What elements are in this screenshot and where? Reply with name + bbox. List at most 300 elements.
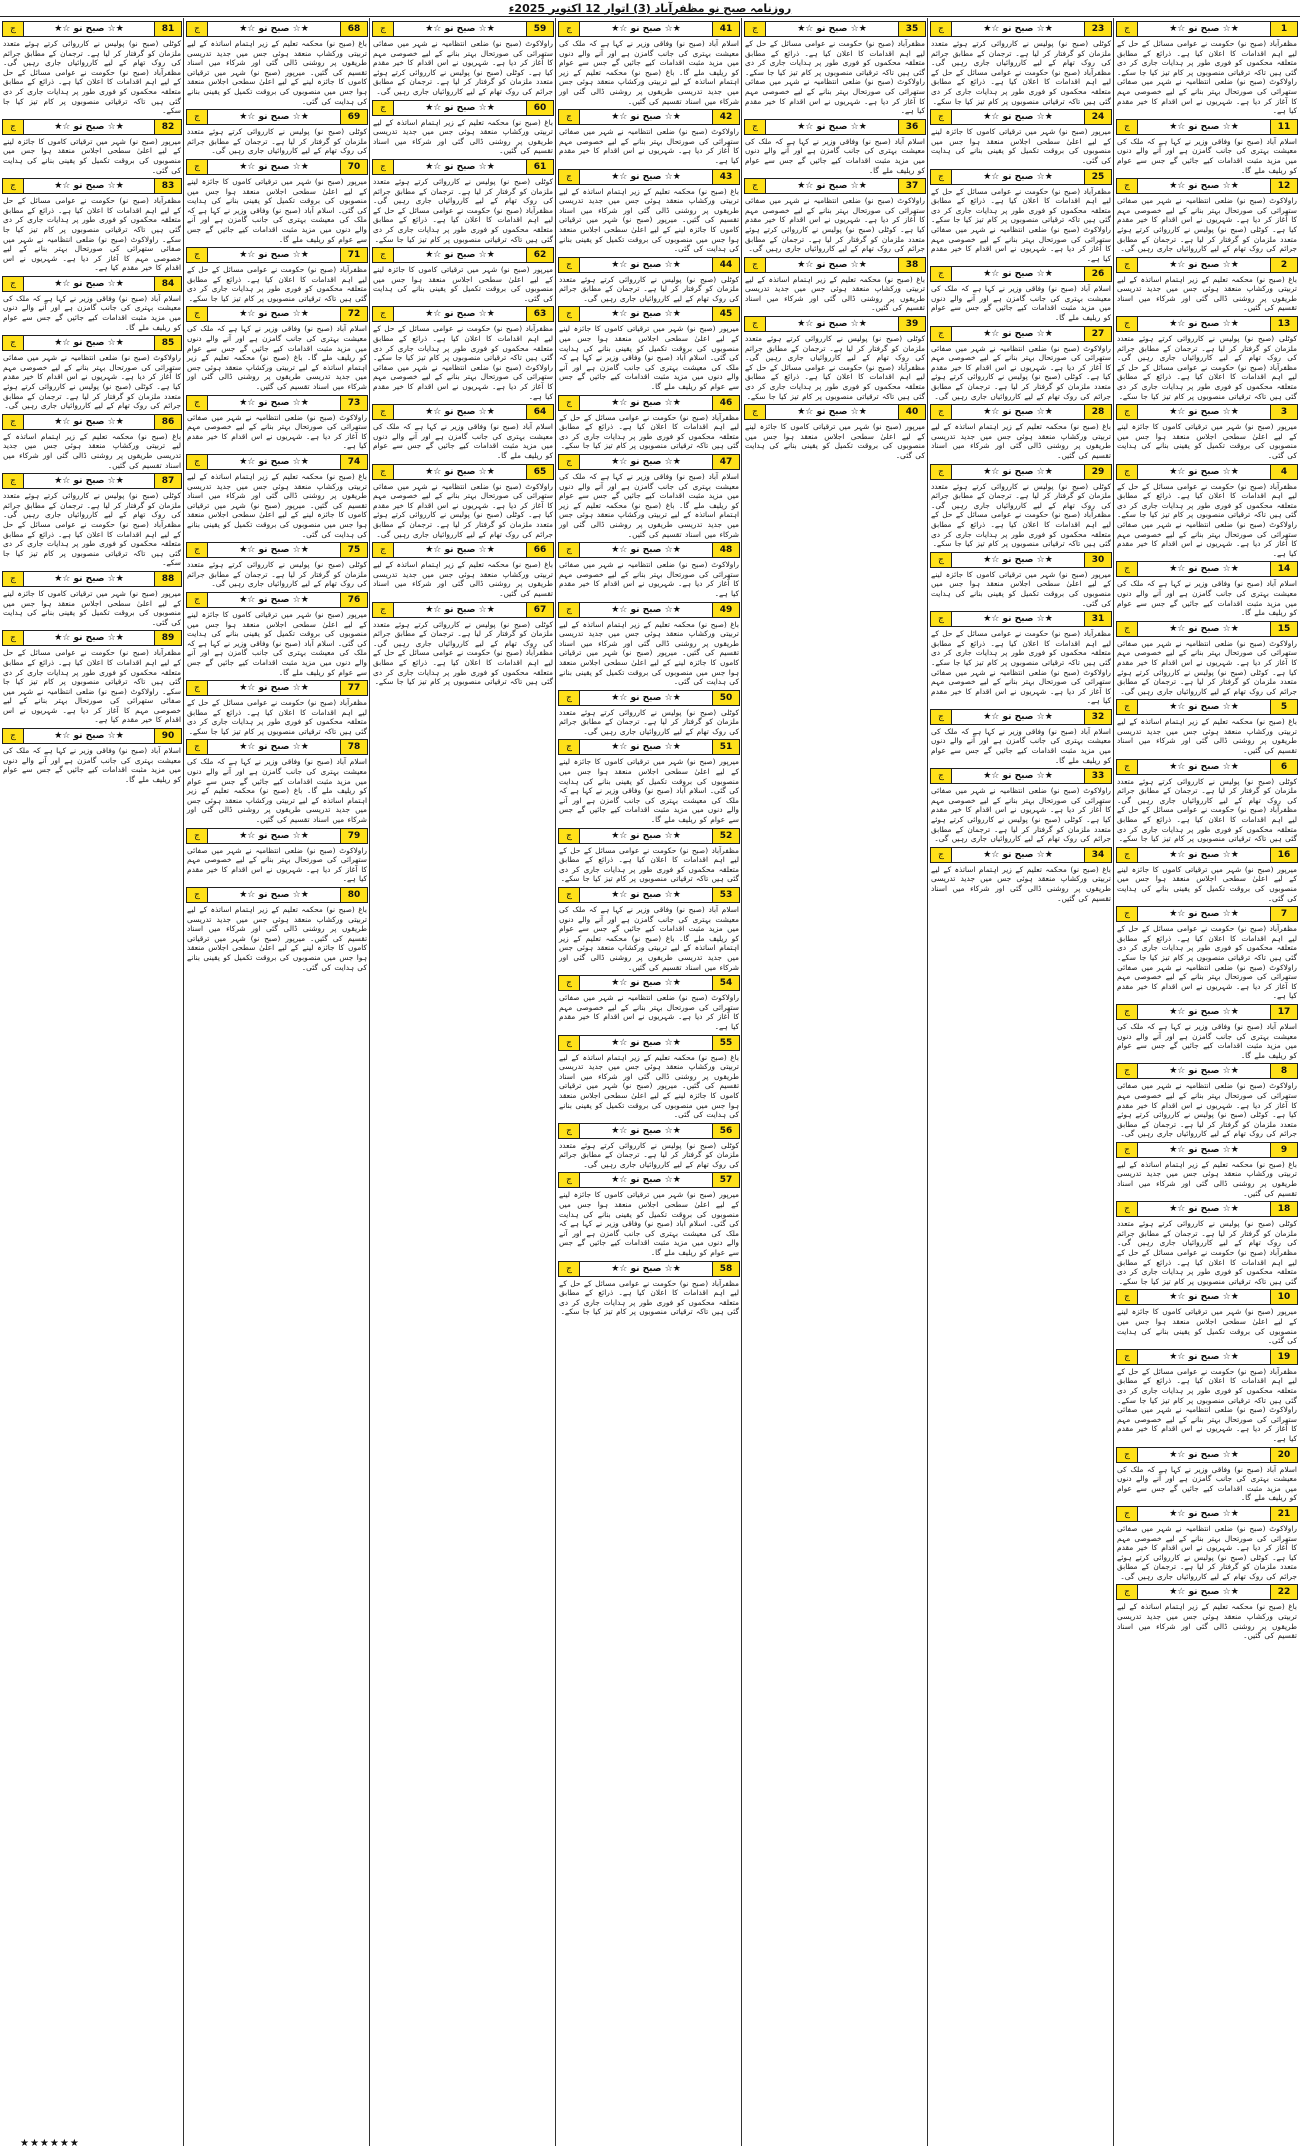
news-item-number: 70 bbox=[340, 160, 367, 174]
news-item bbox=[372, 247, 554, 303]
news-item-header bbox=[186, 887, 368, 903]
news-item-header bbox=[558, 1123, 740, 1139]
news-item bbox=[186, 21, 368, 106]
news-item-number: 9 bbox=[1270, 1143, 1297, 1157]
news-item-number: 56 bbox=[712, 1124, 739, 1138]
news-item-body: مظفرآباد (صبح نو) حکومت نے عوامی مسائل کے حل کے لیے اہم اقدامات کا اعلان کیا ہے۔ ذرائع کے مطابق متعلقہ محکموں کو فوری طور پر ہدایات جاری کر دی گئی ہیں تاکہ ترقیاتی منصوبوں پر کام تیز کیا جا سکے۔ راولاکوٹ (صبح نو) ضلعی انتظامیہ نے شہر میں صفائی ستھرائی کی صورتحال بہتر بنانے کے لیے خصوصی مہم کا آغاز کر دیا ہے۔ شہریوں نے اس اقدام کا خیر مقدم کیا ہے۔ bbox=[3, 648, 181, 725]
news-item-body: باغ (صبح نو) محکمہ تعلیم کے زیر اہتمام اساتذہ کے لیے تربیتی ورکشاپ منعقد ہوئی جس میں جدید تدریسی طریقوں پر روشنی ڈالی گئی اور شرکاء میں اسناد تقسیم کی گئیں۔ bbox=[931, 864, 1111, 903]
news-item-number: 62 bbox=[526, 248, 553, 262]
news-item-title: ★☆ صبح نو ☆★ bbox=[425, 102, 495, 113]
news-item-header bbox=[1116, 561, 1298, 577]
news-item bbox=[1116, 404, 1298, 460]
news-item-header bbox=[930, 109, 1112, 125]
newspaper-logo-icon: ج bbox=[931, 769, 952, 783]
news-item-header bbox=[558, 1172, 740, 1188]
news-item-number: 12 bbox=[1270, 179, 1297, 193]
news-item-number: 81 bbox=[154, 22, 181, 36]
news-item-number: 73 bbox=[340, 396, 367, 410]
news-item-number: 84 bbox=[154, 277, 181, 291]
newspaper-logo-icon: ج bbox=[187, 681, 208, 695]
newspaper-logo-icon: ج bbox=[559, 22, 580, 36]
news-item-title: ★☆ صبح نو ☆★ bbox=[611, 1125, 681, 1136]
news-item-header bbox=[1116, 1004, 1298, 1020]
news-item-title: ★☆ صبح نو ☆★ bbox=[983, 171, 1053, 182]
news-item-number: 51 bbox=[712, 740, 739, 754]
news-item-body: اسلام آباد (صبح نو) وفاقی وزیر نے کہا ہے کہ ملک کی معیشت بہتری کی جانب گامزن ہے اور آنے والے دنوں میں مزید مثبت اقدامات کیے جائیں گے جس سے عوام کو ریلیف ملے گا۔ باغ (صبح نو) محکمہ تعلیم کے زیر اہتمام اساتذہ کے لیے تربیتی ورکشاپ منعقد ہوئی جس میں جدید تدریسی طریقوں پر روشنی ڈالی گئی اور شرکاء میں اسناد تقسیم کی گئیں۔ bbox=[559, 905, 739, 972]
newspaper-logo-icon: ج bbox=[559, 1124, 580, 1138]
news-item-title: ★☆ صبح نو ☆★ bbox=[611, 978, 681, 989]
news-item-body: باغ (صبح نو) محکمہ تعلیم کے زیر اہتمام اساتذہ کے لیے تربیتی ورکشاپ منعقد ہوئی جس میں جدید تدریسی طریقوں پر روشنی ڈالی گئی اور شرکاء میں اسناد تقسیم کی گئیں۔ bbox=[1117, 1602, 1297, 1641]
news-item-body: اسلام آباد (صبح نو) وفاقی وزیر نے کہا ہے کہ ملک کی معیشت بہتری کی جانب گامزن ہے اور آنے والے دنوں میں مزید مثبت اقدامات کیے جائیں گے جس سے عوام کو ریلیف ملے گا۔ bbox=[931, 726, 1111, 765]
news-item-number: 50 bbox=[712, 691, 739, 705]
news-item-title: ★☆ صبح نو ☆★ bbox=[239, 830, 309, 841]
news-item-number: 35 bbox=[898, 22, 925, 36]
news-item bbox=[372, 542, 554, 598]
newspaper-logo-icon: ج bbox=[187, 740, 208, 754]
newspaper-logo-icon: ج bbox=[931, 170, 952, 184]
news-item-title: ★☆ صبح نو ☆★ bbox=[425, 161, 495, 172]
column-5 bbox=[370, 18, 556, 2148]
news-item-body: مظفرآباد (صبح نو) حکومت نے عوامی مسائل کے حل کے لیے اہم اقدامات کا اعلان کیا ہے۔ ذرائع کے مطابق متعلقہ محکموں کو فوری طور پر ہدایات جاری کر دی گئی ہیں تاکہ ترقیاتی منصوبوں پر کام تیز کیا جا سکے۔ راولاکوٹ (صبح نو) ضلعی انتظامیہ نے شہر میں صفائی ستھرائی کی صورتحال بہتر بنانے کے لیے خصوصی مہم کا آغاز کر دیا ہے۔ شہریوں نے اس اقدام کا خیر مقدم کیا ہے۔ bbox=[1117, 1366, 1297, 1443]
newspaper-logo-icon: ج bbox=[1117, 1507, 1138, 1521]
news-item bbox=[1116, 1584, 1298, 1640]
news-item-body: مظفرآباد (صبح نو) حکومت نے عوامی مسائل کے حل کے لیے اہم اقدامات کا اعلان کیا ہے۔ ذرائع کے مطابق متعلقہ محکموں کو فوری طور پر ہدایات جاری کر دی گئی ہیں تاکہ ترقیاتی منصوبوں پر کام تیز کیا جا سکے۔ راولاکوٹ (صبح نو) ضلعی انتظامیہ نے شہر میں صفائی ستھرائی کی صورتحال بہتر بنانے کے لیے خصوصی مہم کا آغاز کر دیا ہے۔ شہریوں نے اس اقدام کا خیر مقدم کیا ہے۔ bbox=[1117, 39, 1297, 116]
news-item-body: مظفرآباد (صبح نو) حکومت نے عوامی مسائل کے حل کے لیے اہم اقدامات کا اعلان کیا ہے۔ ذرائع کے مطابق متعلقہ محکموں کو فوری طور پر ہدایات جاری کر دی گئی ہیں تاکہ ترقیاتی منصوبوں پر کام تیز کیا جا سکے۔ bbox=[559, 845, 739, 884]
news-item bbox=[930, 709, 1112, 765]
news-item bbox=[1116, 1506, 1298, 1582]
news-item bbox=[744, 316, 926, 401]
newspaper-logo-icon: ج bbox=[373, 22, 394, 36]
news-item bbox=[1116, 21, 1298, 116]
news-item-number: 41 bbox=[712, 22, 739, 36]
newspaper-logo-icon: ج bbox=[1117, 1350, 1138, 1364]
news-item-header bbox=[2, 178, 182, 194]
newspaper-logo-icon: ج bbox=[373, 307, 394, 321]
news-item-body: مظفرآباد (صبح نو) حکومت نے عوامی مسائل کے حل کے لیے اہم اقدامات کا اعلان کیا ہے۔ ذرائع کے مطابق متعلقہ محکموں کو فوری طور پر ہدایات جاری کر دی گئی ہیں تاکہ ترقیاتی منصوبوں پر کام تیز کیا جا سکے۔ bbox=[559, 412, 739, 451]
news-item bbox=[558, 690, 740, 737]
newspaper-logo-icon: ج bbox=[1117, 1064, 1138, 1078]
news-item-body: مظفرآباد (صبح نو) حکومت نے عوامی مسائل کے حل کے لیے اہم اقدامات کا اعلان کیا ہے۔ ذرائع کے مطابق متعلقہ محکموں کو فوری طور پر ہدایات جاری کر دی گئی ہیں تاکہ ترقیاتی منصوبوں پر کام تیز کیا جا سکے۔ راولاکوٹ (صبح نو) ضلعی انتظامیہ نے شہر میں صفائی ستھرائی کی صورتحال بہتر بنانے کے لیے خصوصی مہم کا آغاز کر دیا ہے۔ شہریوں نے اس اقدام کا خیر مقدم کیا ہے۔ bbox=[931, 629, 1111, 706]
newspaper-logo-icon: ج bbox=[745, 258, 766, 272]
news-item-body: باغ (صبح نو) محکمہ تعلیم کے زیر اہتمام اساتذہ کے لیے تربیتی ورکشاپ منعقد ہوئی جس میں جدید تدریسی طریقوں پر روشنی ڈالی گئی اور شرکاء میں اسناد تقسیم کی گئیں۔ bbox=[1117, 274, 1297, 313]
newspaper-logo-icon: ج bbox=[559, 829, 580, 843]
news-item-title: ★☆ صبح نو ☆★ bbox=[1169, 761, 1239, 772]
news-item-title: ★☆ صبح نو ☆★ bbox=[1169, 623, 1239, 634]
news-item-title: ★☆ صبح نو ☆★ bbox=[1169, 121, 1239, 132]
news-item-number: 18 bbox=[1270, 1202, 1297, 1216]
news-item-body: میرپور (صبح نو) شہر میں ترقیاتی کاموں کا جائزہ لینے کے لیے اعلیٰ سطحی اجلاس منعقد ہوا جس میں منصوبوں کی بروقت تکمیل کو یقینی بنانے کی ہدایت کی گئی۔ bbox=[745, 422, 925, 460]
news-item-number: 88 bbox=[154, 572, 181, 586]
news-item-number: 43 bbox=[712, 170, 739, 184]
news-item-header bbox=[2, 335, 182, 351]
news-item-number: 80 bbox=[340, 888, 367, 902]
news-item-body: راولاکوٹ (صبح نو) ضلعی انتظامیہ نے شہر میں صفائی ستھرائی کی صورتحال بہتر بنانے کے لیے خصوصی مہم کا آغاز کر دیا ہے۔ شہریوں نے اس اقدام کا خیر مقدم کیا ہے۔ کوٹلی (صبح نو) پولیس نے کارروائی کرتے ہوئے متعدد ملزمان کو گرفتار کر لیا ہے۔ ترجمان کے مطابق جرائم کی روک تھام کے لیے کارروائیاں جاری رہیں گی۔ bbox=[3, 353, 181, 411]
column-2 bbox=[928, 18, 1114, 2148]
news-item-number: 90 bbox=[154, 729, 181, 743]
news-item-body: میرپور (صبح نو) شہر میں ترقیاتی کاموں کا جائزہ لینے کے لیے اعلیٰ سطحی اجلاس منعقد ہوا جس میں منصوبوں کی بروقت تکمیل کو یقینی بنانے کی ہدایت کی گئی۔ اسلام آباد (صبح نو) وفاقی وزیر نے کہا ہے کہ ملک کی معیشت بہتری کی جانب گامزن ہے اور آنے والے دنوں میں مزید مثبت اقدامات کیے جائیں گے جس سے عوام کو ریلیف ملے گا۔ bbox=[187, 176, 367, 244]
news-item-header bbox=[1116, 621, 1298, 637]
news-item-header bbox=[186, 159, 368, 175]
news-item-title: ★☆ صبح نو ☆★ bbox=[611, 112, 681, 123]
news-item bbox=[930, 109, 1112, 165]
newspaper-logo-icon: ج bbox=[373, 101, 394, 115]
news-item-number: 45 bbox=[712, 307, 739, 321]
news-item-header bbox=[558, 109, 740, 125]
news-item-header bbox=[186, 306, 368, 322]
newspaper-logo-icon: ج bbox=[559, 976, 580, 990]
news-item-body: راولاکوٹ (صبح نو) ضلعی انتظامیہ نے شہر میں صفائی ستھرائی کی صورتحال بہتر بنانے کے لیے خصوصی مہم کا آغاز کر دیا ہے۔ شہریوں نے اس اقدام کا خیر مقدم کیا ہے۔ کوٹلی (صبح نو) پولیس نے کارروائی کرتے ہوئے متعدد ملزمان کو گرفتار کر لیا ہے۔ ترجمان کے مطابق جرائم کی روک تھام کے لیے کارروائیاں جاری رہیں گی۔ bbox=[745, 196, 925, 254]
news-item-number: 68 bbox=[340, 22, 367, 36]
news-item-header bbox=[2, 21, 182, 37]
news-item-title: ★☆ صبح نو ☆★ bbox=[54, 24, 124, 34]
news-item-body: راولاکوٹ (صبح نو) ضلعی انتظامیہ نے شہر میں صفائی ستھرائی کی صورتحال بہتر بنانے کے لیے خصوصی مہم کا آغاز کر دیا ہے۔ شہریوں نے اس اقدام کا خیر مقدم کیا ہے۔ کوٹلی (صبح نو) پولیس نے کارروائی کرتے ہوئے متعدد ملزمان کو گرفتار کر لیا ہے۔ ترجمان کے مطابق جرائم کی روک تھام کے لیے کارروائیاں جاری رہیں گی۔ bbox=[373, 39, 553, 96]
news-item-title: ★☆ صبح نو ☆★ bbox=[983, 711, 1053, 722]
news-item-header bbox=[2, 119, 182, 135]
newspaper-logo-icon: ج bbox=[3, 631, 24, 645]
news-item-header bbox=[2, 728, 182, 744]
news-item-title: ★☆ صبح نو ☆★ bbox=[239, 112, 309, 123]
news-item-header bbox=[372, 100, 554, 116]
news-item-header bbox=[1116, 257, 1298, 273]
news-item-body: باغ (صبح نو) محکمہ تعلیم کے زیر اہتمام اساتذہ کے لیے تربیتی ورکشاپ منعقد ہوئی جس میں جدید تدریسی طریقوں پر روشنی ڈالی گئی اور شرکاء میں اسناد تقسیم کی گئیں۔ میرپور (صبح نو) شہر میں ترقیاتی کاموں کا جائزہ لینے کے لیے اعلیٰ سطحی اجلاس منعقد ہوا جس میں منصوبوں کی بروقت تکمیل کو یقینی بنانے کی ہدایت کی گئی۔ bbox=[187, 472, 367, 539]
news-item-body: میرپور (صبح نو) شہر میں ترقیاتی کاموں کا جائزہ لینے کے لیے اعلیٰ سطحی اجلاس منعقد ہوا جس میں منصوبوں کی بروقت تکمیل کو یقینی بنانے کی ہدایت کی گئی۔ bbox=[1117, 422, 1297, 460]
newspaper-logo-icon: ج bbox=[1117, 848, 1138, 862]
news-item-body: میرپور (صبح نو) شہر میں ترقیاتی کاموں کا جائزہ لینے کے لیے اعلیٰ سطحی اجلاس منعقد ہوا جس میں منصوبوں کی بروقت تکمیل کو یقینی بنانے کی ہدایت کی گئی۔ bbox=[3, 136, 181, 175]
news-item-body: کوٹلی (صبح نو) پولیس نے کارروائی کرتے ہوئے متعدد ملزمان کو گرفتار کر لیا ہے۔ ترجمان کے مطابق جرائم کی روک تھام کے لیے کارروائیاں جاری رہیں گی۔ مظفرآباد (صبح نو) حکومت نے عوامی مسائل کے حل کے لیے اہم اقدامات کا اعلان کیا ہے۔ ذرائع کے مطابق متعلقہ محکموں کو فوری طور پر ہدایات جاری کر دی گئی ہیں تاکہ ترقیاتی منصوبوں پر کام تیز کیا جا سکے۔ bbox=[931, 481, 1111, 549]
news-item-number: 14 bbox=[1270, 562, 1297, 576]
news-item-title: ★☆ صبح نو ☆★ bbox=[54, 573, 124, 584]
news-item-number: 20 bbox=[1270, 1448, 1297, 1462]
news-item-body: باغ (صبح نو) محکمہ تعلیم کے زیر اہتمام اساتذہ کے لیے تربیتی ورکشاپ منعقد ہوئی جس میں جدید تدریسی طریقوں پر روشنی ڈالی گئی اور شرکاء میں اسناد تقسیم کی گئیں۔ bbox=[3, 431, 181, 470]
news-item bbox=[2, 630, 182, 725]
newspaper-logo-icon: ج bbox=[559, 888, 580, 902]
news-item bbox=[2, 571, 182, 627]
news-item-number: 47 bbox=[712, 455, 739, 469]
news-item bbox=[558, 1172, 740, 1257]
newspaper-logo-icon: ج bbox=[559, 307, 580, 321]
newspaper-logo-icon: ج bbox=[931, 710, 952, 724]
news-item-number: 57 bbox=[712, 1173, 739, 1187]
news-item bbox=[558, 975, 740, 1031]
news-item-body: کوٹلی (صبح نو) پولیس نے کارروائی کرتے ہوئے متعدد ملزمان کو گرفتار کر لیا ہے۔ ترجمان کے مطابق جرائم کی روک تھام کے لیے کارروائیاں جاری رہیں گی۔ bbox=[559, 1140, 739, 1169]
news-item-body: کوٹلی (صبح نو) پولیس نے کارروائی کرتے ہوئے متعدد ملزمان کو گرفتار کر لیا ہے۔ ترجمان کے مطابق جرائم کی روک تھام کے لیے کارروائیاں جاری رہیں گی۔ مظفرآباد (صبح نو) حکومت نے عوامی مسائل کے حل کے لیے اہم اقدامات کا اعلان کیا ہے۔ ذرائع کے مطابق متعلقہ محکموں کو فوری طور پر ہدایات جاری کر دی گئی ہیں تاکہ ترقیاتی منصوبوں پر کام تیز کیا جا سکے۔ bbox=[3, 39, 181, 116]
news-item-body: مظفرآباد (صبح نو) حکومت نے عوامی مسائل کے حل کے لیے اہم اقدامات کا اعلان کیا ہے۔ ذرائع کے مطابق متعلقہ محکموں کو فوری طور پر ہدایات جاری کر دی گئی ہیں تاکہ ترقیاتی منصوبوں پر کام تیز کیا جا سکے۔ bbox=[187, 698, 367, 736]
newspaper-logo-icon: ج bbox=[1117, 562, 1138, 576]
news-item-title: ★☆ صبح نو ☆★ bbox=[611, 457, 681, 467]
news-item-title: ★☆ صبح نو ☆★ bbox=[1169, 181, 1239, 192]
news-item-header bbox=[186, 680, 368, 696]
news-item bbox=[372, 21, 554, 97]
column-divider bbox=[369, 18, 370, 2146]
news-item-header bbox=[2, 473, 182, 489]
news-item bbox=[1116, 1289, 1298, 1345]
news-item-body: مظفرآباد (صبح نو) حکومت نے عوامی مسائل کے حل کے لیے اہم اقدامات کا اعلان کیا ہے۔ ذرائع کے مطابق متعلقہ محکموں کو فوری طور پر ہدایات جاری کر دی گئی ہیں تاکہ ترقیاتی منصوبوں پر کام تیز کیا جا سکے۔ راولاکوٹ (صبح نو) ضلعی انتظامیہ نے شہر میں صفائی ستھرائی کی صورتحال بہتر بنانے کے لیے خصوصی مہم کا آغاز کر دیا ہے۔ شہریوں نے اس اقدام کا خیر مقدم کیا ہے۔ bbox=[373, 324, 553, 401]
news-item-number: 53 bbox=[712, 888, 739, 902]
news-item-title: ★☆ صبح نو ☆★ bbox=[239, 24, 309, 34]
news-item-number: 85 bbox=[154, 336, 181, 350]
news-item-body: اسلام آباد (صبح نو) وفاقی وزیر نے کہا ہے کہ ملک کی معیشت بہتری کی جانب گامزن ہے اور آنے والے دنوں میں مزید مثبت اقدامات کیے جائیں گے جس سے عوام کو ریلیف ملے گا۔ bbox=[3, 746, 181, 784]
news-item-title: ★☆ صبح نو ☆★ bbox=[1169, 1204, 1239, 1215]
news-item-number: 75 bbox=[340, 543, 367, 557]
news-item-title: ★☆ صبح نو ☆★ bbox=[54, 278, 124, 289]
news-item bbox=[930, 21, 1112, 106]
newspaper-logo-icon: ج bbox=[931, 110, 952, 124]
newspaper-logo-icon: ج bbox=[931, 267, 952, 281]
newspaper-logo-icon: ج bbox=[187, 307, 208, 321]
news-item-header bbox=[744, 178, 926, 194]
newspaper-logo-icon: ج bbox=[559, 543, 580, 557]
news-item-header bbox=[1116, 906, 1298, 922]
news-item-header bbox=[558, 828, 740, 844]
news-item-title: ★☆ صبح نو ☆★ bbox=[611, 309, 681, 320]
newspaper-logo-icon: ج bbox=[559, 396, 580, 410]
news-item-title: ★☆ صبح نو ☆★ bbox=[611, 397, 681, 408]
news-item-number: 59 bbox=[526, 22, 553, 36]
newspaper-logo-icon: ج bbox=[3, 415, 24, 429]
news-item-number: 32 bbox=[1084, 710, 1111, 724]
news-item-header bbox=[372, 464, 554, 480]
news-item-header bbox=[744, 21, 926, 37]
columns-container bbox=[0, 18, 1300, 2148]
news-item-number: 60 bbox=[526, 101, 553, 115]
news-item bbox=[558, 169, 740, 254]
news-item bbox=[558, 306, 740, 391]
news-item-title: ★☆ صبح نو ☆★ bbox=[983, 849, 1053, 860]
news-item-title: ★☆ صبح نو ☆★ bbox=[425, 407, 495, 418]
newspaper-logo-icon: ج bbox=[559, 1173, 580, 1187]
news-item-number: 8 bbox=[1270, 1064, 1297, 1078]
news-item-title: ★☆ صبح نو ☆★ bbox=[425, 466, 495, 477]
news-item-number: 22 bbox=[1270, 1585, 1297, 1599]
news-item-body: باغ (صبح نو) محکمہ تعلیم کے زیر اہتمام اساتذہ کے لیے تربیتی ورکشاپ منعقد ہوئی جس میں جدید تدریسی طریقوں پر روشنی ڈالی گئی اور شرکاء میں اسناد تقسیم کی گئیں۔ میرپور (صبح نو) شہر میں ترقیاتی کاموں کا جائزہ لینے کے لیے اعلیٰ سطحی اجلاس منعقد ہوا جس میں منصوبوں کی بروقت تکمیل کو یقینی بنانے کی ہدایت کی گئی۔ bbox=[559, 619, 739, 687]
column-divider bbox=[1113, 18, 1114, 2146]
news-item-body: باغ (صبح نو) محکمہ تعلیم کے زیر اہتمام اساتذہ کے لیے تربیتی ورکشاپ منعقد ہوئی جس میں جدید تدریسی طریقوں پر روشنی ڈالی گئی اور شرکاء میں اسناد تقسیم کی گئیں۔ bbox=[1117, 717, 1297, 756]
news-item-body: راولاکوٹ (صبح نو) ضلعی انتظامیہ نے شہر میں صفائی ستھرائی کی صورتحال بہتر بنانے کے لیے خصوصی مہم کا آغاز کر دیا ہے۔ شہریوں نے اس اقدام کا خیر مقدم کیا ہے۔ کوٹلی (صبح نو) پولیس نے کارروائی کرتے ہوئے متعدد ملزمان کو گرفتار کر لیا ہے۔ ترجمان کے مطابق جرائم کی روک تھام کے لیے کارروائیاں جاری رہیں گی۔ bbox=[373, 481, 553, 539]
news-item bbox=[558, 1123, 740, 1170]
news-item-body: کوٹلی (صبح نو) پولیس نے کارروائی کرتے ہوئے متعدد ملزمان کو گرفتار کر لیا ہے۔ ترجمان کے مطابق جرائم کی روک تھام کے لیے کارروائیاں جاری رہیں گی۔ مظفرآباد (صبح نو) حکومت نے عوامی مسائل کے حل کے لیے اہم اقدامات کا اعلان کیا ہے۔ ذرائع کے مطابق متعلقہ محکموں کو فوری طور پر ہدایات جاری کر دی گئی ہیں تاکہ ترقیاتی منصوبوں پر کام تیز کیا جا سکے۔ bbox=[3, 491, 181, 568]
news-item-body: اسلام آباد (صبح نو) وفاقی وزیر نے کہا ہے کہ ملک کی معیشت بہتری کی جانب گامزن ہے اور آنے والے دنوں میں مزید مثبت اقدامات کیے جائیں گے جس سے عوام کو ریلیف ملے گا۔ bbox=[1117, 1464, 1297, 1503]
news-item-title: ★☆ صبح نو ☆★ bbox=[1169, 1508, 1239, 1519]
news-item-title: ★☆ صبح نو ☆★ bbox=[797, 319, 867, 330]
news-item bbox=[2, 178, 182, 273]
newspaper-logo-icon: ج bbox=[3, 179, 24, 193]
news-item bbox=[1116, 699, 1298, 755]
newspaper-logo-icon: ج bbox=[187, 110, 208, 124]
newspaper-logo-icon: ج bbox=[187, 22, 208, 36]
news-item-header bbox=[1116, 1447, 1298, 1463]
news-item-header bbox=[1116, 847, 1298, 863]
news-item-title: ★☆ صبح نو ☆★ bbox=[54, 633, 124, 644]
news-item-number: 10 bbox=[1270, 1290, 1297, 1304]
news-item bbox=[930, 326, 1112, 402]
news-item-body: مظفرآباد (صبح نو) حکومت نے عوامی مسائل کے حل کے لیے اہم اقدامات کا اعلان کیا ہے۔ ذرائع کے مطابق متعلقہ محکموں کو فوری طور پر ہدایات جاری کر دی گئی ہیں تاکہ ترقیاتی منصوبوں پر کام تیز کیا جا سکے۔ راولاکوٹ (صبح نو) ضلعی انتظامیہ نے شہر میں صفائی ستھرائی کی صورتحال بہتر بنانے کے لیے خصوصی مہم کا آغاز کر دیا ہے۔ شہریوں نے اس اقدام کا خیر مقدم کیا ہے۔ bbox=[931, 186, 1111, 263]
news-item-body: مظفرآباد (صبح نو) حکومت نے عوامی مسائل کے حل کے لیے اہم اقدامات کا اعلان کیا ہے۔ ذرائع کے مطابق متعلقہ محکموں کو فوری طور پر ہدایات جاری کر دی گئی ہیں تاکہ ترقیاتی منصوبوں پر کام تیز کیا جا سکے۔ راولاکوٹ (صبح نو) ضلعی انتظامیہ نے شہر میں صفائی ستھرائی کی صورتحال بہتر بنانے کے لیے خصوصی مہم کا آغاز کر دیا ہے۔ شہریوں نے اس اقدام کا خیر مقدم کیا ہے۔ bbox=[3, 196, 181, 273]
news-item-header bbox=[558, 887, 740, 903]
news-item bbox=[1116, 119, 1298, 175]
news-item-number: 7 bbox=[1270, 907, 1297, 921]
news-item-body: کوٹلی (صبح نو) پولیس نے کارروائی کرتے ہوئے متعدد ملزمان کو گرفتار کر لیا ہے۔ ترجمان کے مطابق جرائم کی روک تھام کے لیے کارروائیاں جاری رہیں گی۔ مظفرآباد (صبح نو) حکومت نے عوامی مسائل کے حل کے لیے اہم اقدامات کا اعلان کیا ہے۔ ذرائع کے مطابق متعلقہ محکموں کو فوری طور پر ہدایات جاری کر دی گئی ہیں تاکہ ترقیاتی منصوبوں پر کام تیز کیا جا سکے۔ bbox=[745, 334, 925, 401]
news-item-title: ★☆ صبح نو ☆★ bbox=[611, 1263, 681, 1274]
news-item-header bbox=[744, 404, 926, 420]
news-item-title: ★☆ صبح نو ☆★ bbox=[239, 397, 309, 408]
news-item-title: ★☆ صبح نو ☆★ bbox=[54, 731, 124, 742]
news-item-header bbox=[372, 404, 554, 420]
news-item-title: ★☆ صبح نو ☆★ bbox=[239, 683, 309, 694]
newspaper-logo-icon: ج bbox=[3, 120, 24, 134]
news-item-header bbox=[930, 847, 1112, 863]
news-item-title: ★☆ صبح نو ☆★ bbox=[1169, 1006, 1239, 1017]
news-item-header bbox=[930, 21, 1112, 37]
news-item-number: 29 bbox=[1084, 465, 1111, 479]
column-divider bbox=[927, 18, 928, 2146]
column-3 bbox=[742, 18, 928, 2148]
news-item-header bbox=[1116, 1201, 1298, 1217]
news-item-body: میرپور (صبح نو) شہر میں ترقیاتی کاموں کا جائزہ لینے کے لیے اعلیٰ سطحی اجلاس منعقد ہوا جس میں منصوبوں کی بروقت تکمیل کو یقینی بنانے کی ہدایت کی گئی۔ bbox=[373, 265, 553, 303]
news-item bbox=[2, 21, 182, 116]
news-item bbox=[1116, 1447, 1298, 1503]
news-item-number: 24 bbox=[1084, 110, 1111, 124]
newspaper-logo-icon: ج bbox=[931, 612, 952, 626]
news-item-header bbox=[930, 404, 1112, 420]
news-item-header bbox=[186, 247, 368, 263]
news-item-body: باغ (صبح نو) محکمہ تعلیم کے زیر اہتمام اساتذہ کے لیے تربیتی ورکشاپ منعقد ہوئی جس میں جدید تدریسی طریقوں پر روشنی ڈالی گئی اور شرکاء میں اسناد تقسیم کی گئیں۔ میرپور (صبح نو) شہر میں ترقیاتی کاموں کا جائزہ لینے کے لیے اعلیٰ سطحی اجلاس منعقد ہوا جس میں منصوبوں کی بروقت تکمیل کو یقینی بنانے کی ہدایت کی گئی۔ bbox=[559, 1052, 739, 1120]
news-item-title: ★☆ صبح نو ☆★ bbox=[1169, 1351, 1239, 1362]
news-item bbox=[372, 159, 554, 244]
news-item-number: 71 bbox=[340, 248, 367, 262]
news-item-body: اسلام آباد (صبح نو) وفاقی وزیر نے کہا ہے کہ ملک کی معیشت بہتری کی جانب گامزن ہے اور آنے والے دنوں میں مزید مثبت اقدامات کیے جائیں گے جس سے عوام کو ریلیف ملے گا۔ bbox=[1117, 1021, 1297, 1060]
news-item-header bbox=[930, 464, 1112, 480]
news-item-title: ★☆ صبح نو ☆★ bbox=[54, 338, 124, 349]
news-item bbox=[558, 395, 740, 451]
news-item bbox=[186, 454, 368, 539]
newspaper-logo-icon: ج bbox=[559, 691, 580, 705]
news-item-header bbox=[1116, 1289, 1298, 1305]
newspaper-logo-icon: ج bbox=[187, 455, 208, 469]
news-item-header bbox=[558, 395, 740, 411]
news-item-body: اسلام آباد (صبح نو) وفاقی وزیر نے کہا ہے کہ ملک کی معیشت بہتری کی جانب گامزن ہے اور آنے والے دنوں میں مزید مثبت اقدامات کیے جائیں گے جس سے عوام کو ریلیف ملے گا۔ باغ (صبح نو) محکمہ تعلیم کے زیر اہتمام اساتذہ کے لیے تربیتی ورکشاپ منعقد ہوئی جس میں جدید تدریسی طریقوں پر روشنی ڈالی گئی اور شرکاء میں اسناد تقسیم کی گئیں۔ bbox=[559, 39, 739, 106]
news-item-header bbox=[372, 602, 554, 618]
news-item-number: 25 bbox=[1084, 170, 1111, 184]
news-item-header bbox=[558, 306, 740, 322]
masthead bbox=[0, 0, 1300, 17]
news-item-header bbox=[744, 316, 926, 332]
news-item-title: ★☆ صبح نو ☆★ bbox=[983, 771, 1053, 782]
news-item-title: ★☆ صبح نو ☆★ bbox=[797, 181, 867, 192]
news-item-number: 39 bbox=[898, 317, 925, 331]
news-item bbox=[930, 404, 1112, 460]
news-item-title: ★☆ صبح نو ☆★ bbox=[425, 604, 495, 615]
news-item-body: میرپور (صبح نو) شہر میں ترقیاتی کاموں کا جائزہ لینے کے لیے اعلیٰ سطحی اجلاس منعقد ہوا جس میں منصوبوں کی بروقت تکمیل کو یقینی بنانے کی ہدایت کی گئی۔ اسلام آباد (صبح نو) وفاقی وزیر نے کہا ہے کہ ملک کی معیشت بہتری کی جانب گامزن ہے اور آنے والے دنوں میں مزید مثبت اقدامات کیے جائیں گے جس سے عوام کو ریلیف ملے گا۔ bbox=[559, 757, 739, 825]
news-item-header bbox=[558, 454, 740, 470]
news-item-body: میرپور (صبح نو) شہر میں ترقیاتی کاموں کا جائزہ لینے کے لیے اعلیٰ سطحی اجلاس منعقد ہوا جس میں منصوبوں کی بروقت تکمیل کو یقینی بنانے کی ہدایت کی گئی۔ bbox=[3, 588, 181, 627]
newspaper-logo-icon: ج bbox=[1117, 120, 1138, 134]
news-item-body: میرپور (صبح نو) شہر میں ترقیاتی کاموں کا جائزہ لینے کے لیے اعلیٰ سطحی اجلاس منعقد ہوا جس میں منصوبوں کی بروقت تکمیل کو یقینی بنانے کی ہدایت کی گئی۔ bbox=[1117, 1307, 1297, 1346]
news-item-body: مظفرآباد (صبح نو) حکومت نے عوامی مسائل کے حل کے لیے اہم اقدامات کا اعلان کیا ہے۔ ذرائع کے مطابق متعلقہ محکموں کو فوری طور پر ہدایات جاری کر دی گئی ہیں تاکہ ترقیاتی منصوبوں پر کام تیز کیا جا سکے۔ راولاکوٹ (صبح نو) ضلعی انتظامیہ نے شہر میں صفائی ستھرائی کی صورتحال بہتر بنانے کے لیے خصوصی مہم کا آغاز کر دیا ہے۔ شہریوں نے اس اقدام کا خیر مقدم کیا ہے۔ bbox=[745, 39, 925, 116]
news-item-body: میرپور (صبح نو) شہر میں ترقیاتی کاموں کا جائزہ لینے کے لیے اعلیٰ سطحی اجلاس منعقد ہوا جس میں منصوبوں کی بروقت تکمیل کو یقینی بنانے کی ہدایت کی گئی۔ اسلام آباد (صبح نو) وفاقی وزیر نے کہا ہے کہ ملک کی معیشت بہتری کی جانب گامزن ہے اور آنے والے دنوں میں مزید مثبت اقدامات کیے جائیں گے جس سے عوام کو ریلیف ملے گا۔ bbox=[559, 1190, 739, 1258]
news-item-title: ★☆ صبح نو ☆★ bbox=[983, 112, 1053, 123]
news-item-header bbox=[558, 975, 740, 991]
news-item-number: 69 bbox=[340, 110, 367, 124]
news-item-title: ★☆ صبح نو ☆★ bbox=[611, 1037, 681, 1048]
news-item-title: ★☆ صبح نو ☆★ bbox=[983, 328, 1053, 339]
news-item-header bbox=[558, 602, 740, 618]
news-item-body: اسلام آباد (صبح نو) وفاقی وزیر نے کہا ہے کہ ملک کی معیشت بہتری کی جانب گامزن ہے اور آنے والے دنوں میں مزید مثبت اقدامات کیے جائیں گے جس سے عوام کو ریلیف ملے گا۔ bbox=[745, 136, 925, 175]
news-item-body: میرپور (صبح نو) شہر میں ترقیاتی کاموں کا جائزہ لینے کے لیے اعلیٰ سطحی اجلاس منعقد ہوا جس میں منصوبوں کی بروقت تکمیل کو یقینی بنانے کی ہدایت کی گئی۔ اسلام آباد (صبح نو) وفاقی وزیر نے کہا ہے کہ ملک کی معیشت بہتری کی جانب گامزن ہے اور آنے والے دنوں میں مزید مثبت اقدامات کیے جائیں گے جس سے عوام کو ریلیف ملے گا۔ bbox=[559, 324, 739, 392]
newspaper-logo-icon: ج bbox=[1117, 760, 1138, 774]
news-item-number: 83 bbox=[154, 179, 181, 193]
news-item-header bbox=[372, 159, 554, 175]
news-item-header bbox=[930, 326, 1112, 342]
news-item-header bbox=[558, 739, 740, 755]
news-item bbox=[558, 1035, 740, 1120]
news-item bbox=[372, 602, 554, 687]
news-item bbox=[744, 21, 926, 116]
news-item-body: راولاکوٹ (صبح نو) ضلعی انتظامیہ نے شہر میں صفائی ستھرائی کی صورتحال بہتر بنانے کے لیے خصوصی مہم کا آغاز کر دیا ہے۔ شہریوں نے اس اقدام کا خیر مقدم کیا ہے۔ bbox=[559, 127, 739, 165]
news-item-body: مظفرآباد (صبح نو) حکومت نے عوامی مسائل کے حل کے لیے اہم اقدامات کا اعلان کیا ہے۔ ذرائع کے مطابق متعلقہ محکموں کو فوری طور پر ہدایات جاری کر دی گئی ہیں تاکہ ترقیاتی منصوبوں پر کام تیز کیا جا سکے۔ bbox=[559, 1278, 739, 1317]
newspaper-logo-icon: ج bbox=[373, 248, 394, 262]
news-item bbox=[1116, 464, 1298, 559]
news-item bbox=[372, 404, 554, 460]
newspaper-logo-icon: ج bbox=[373, 405, 394, 419]
newspaper-logo-icon: ج bbox=[559, 110, 580, 124]
column-divider bbox=[741, 18, 742, 2146]
news-item-title: ★☆ صبح نو ☆★ bbox=[611, 545, 681, 556]
newspaper-logo-icon: ج bbox=[187, 829, 208, 843]
news-item-number: 15 bbox=[1270, 622, 1297, 636]
news-item-number: 61 bbox=[526, 160, 553, 174]
news-item-title: ★☆ صبح نو ☆★ bbox=[1169, 909, 1239, 920]
column-divider bbox=[555, 18, 556, 2146]
news-item-body: کوٹلی (صبح نو) پولیس نے کارروائی کرتے ہوئے متعدد ملزمان کو گرفتار کر لیا ہے۔ ترجمان کے مطابق جرائم کی روک تھام کے لیے کارروائیاں جاری رہیں گی۔ bbox=[187, 560, 367, 589]
news-item-header bbox=[372, 542, 554, 558]
news-item-number: 77 bbox=[340, 681, 367, 695]
news-item-number: 19 bbox=[1270, 1350, 1297, 1364]
column-divider bbox=[183, 18, 184, 2146]
news-item-body: راولاکوٹ (صبح نو) ضلعی انتظامیہ نے شہر میں صفائی ستھرائی کی صورتحال بہتر بنانے کے لیے خصوصی مہم کا آغاز کر دیا ہے۔ شہریوں نے اس اقدام کا خیر مقدم کیا ہے۔ کوٹلی (صبح نو) پولیس نے کارروائی کرتے ہوئے متعدد ملزمان کو گرفتار کر لیا ہے۔ ترجمان کے مطابق جرائم کی روک تھام کے لیے کارروائیاں جاری رہیں گی۔ bbox=[931, 786, 1111, 844]
news-item-title: ★☆ صبح نو ☆★ bbox=[425, 24, 495, 34]
news-item bbox=[744, 404, 926, 460]
news-item-header bbox=[930, 709, 1112, 725]
news-item-title: ★☆ صبح نو ☆★ bbox=[797, 259, 867, 270]
news-item-header bbox=[558, 1261, 740, 1277]
news-item-number: 64 bbox=[526, 405, 553, 419]
news-item bbox=[2, 335, 182, 411]
column-7 bbox=[0, 18, 184, 2148]
news-item bbox=[372, 100, 554, 156]
news-item-header bbox=[744, 119, 926, 135]
news-item bbox=[1116, 257, 1298, 313]
news-item-title: ★☆ صبح نو ☆★ bbox=[425, 250, 495, 261]
news-item-title: ★☆ صبح نو ☆★ bbox=[239, 742, 309, 753]
news-item-number: 31 bbox=[1084, 612, 1111, 626]
news-item bbox=[2, 119, 182, 175]
newspaper-logo-icon: ج bbox=[559, 740, 580, 754]
news-item-body: راولاکوٹ (صبح نو) ضلعی انتظامیہ نے شہر میں صفائی ستھرائی کی صورتحال بہتر بنانے کے لیے خصوصی مہم کا آغاز کر دیا ہے۔ شہریوں نے اس اقدام کا خیر مقدم کیا ہے۔ کوٹلی (صبح نو) پولیس نے کارروائی کرتے ہوئے متعدد ملزمان کو گرفتار کر لیا ہے۔ ترجمان کے مطابق جرائم کی روک تھام کے لیے کارروائیاں جاری رہیں گی۔ bbox=[1117, 1081, 1297, 1139]
news-item-body: کوٹلی (صبح نو) پولیس نے کارروائی کرتے ہوئے متعدد ملزمان کو گرفتار کر لیا ہے۔ ترجمان کے مطابق جرائم کی روک تھام کے لیے کارروائیاں جاری رہیں گی۔ مظفرآباد (صبح نو) حکومت نے عوامی مسائل کے حل کے لیے اہم اقدامات کا اعلان کیا ہے۔ ذرائع کے مطابق متعلقہ محکموں کو فوری طور پر ہدایات جاری کر دی گئی ہیں تاکہ ترقیاتی منصوبوں پر کام تیز کیا جا سکے۔ bbox=[373, 176, 553, 244]
news-item-body: راولاکوٹ (صبح نو) ضلعی انتظامیہ نے شہر میں صفائی ستھرائی کی صورتحال بہتر بنانے کے لیے خصوصی مہم کا آغاز کر دیا ہے۔ شہریوں نے اس اقدام کا خیر مقدم کیا ہے۔ bbox=[187, 845, 367, 884]
news-item-body: باغ (صبح نو) محکمہ تعلیم کے زیر اہتمام اساتذہ کے لیے تربیتی ورکشاپ منعقد ہوئی جس میں جدید تدریسی طریقوں پر روشنی ڈالی گئی اور شرکاء میں اسناد تقسیم کی گئیں۔ bbox=[1117, 1159, 1297, 1198]
newspaper-logo-icon: ج bbox=[1117, 179, 1138, 193]
news-item-number: 54 bbox=[712, 976, 739, 990]
news-item-header bbox=[1116, 1584, 1298, 1600]
news-item-body: میرپور (صبح نو) شہر میں ترقیاتی کاموں کا جائزہ لینے کے لیے اعلیٰ سطحی اجلاس منعقد ہوا جس میں منصوبوں کی بروقت تکمیل کو یقینی بنانے کی ہدایت کی گئی۔ bbox=[1117, 864, 1297, 903]
newspaper-logo-icon: ج bbox=[373, 603, 394, 617]
news-item-number: 17 bbox=[1270, 1005, 1297, 1019]
news-item-body: راولاکوٹ (صبح نو) ضلعی انتظامیہ نے شہر میں صفائی ستھرائی کی صورتحال بہتر بنانے کے لیے خصوصی مہم کا آغاز کر دیا ہے۔ شہریوں نے اس اقدام کا خیر مقدم کیا ہے۔ bbox=[559, 993, 739, 1031]
news-item-number: 21 bbox=[1270, 1507, 1297, 1521]
news-item-header bbox=[372, 21, 554, 37]
news-item-number: 2 bbox=[1270, 258, 1297, 272]
